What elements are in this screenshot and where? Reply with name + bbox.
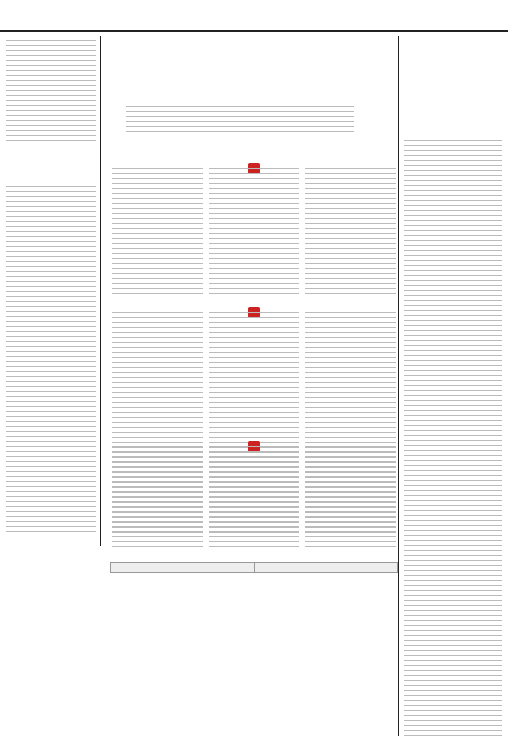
- section-1-text: [112, 168, 396, 298]
- right-column-rule: [398, 36, 399, 736]
- masthead: [0, 0, 508, 32]
- left-sidebar-text-top: [6, 40, 96, 145]
- left-sidebar-text: [6, 186, 96, 536]
- table-header: [111, 563, 255, 573]
- measures-table: [110, 562, 398, 573]
- right-sidebar-text: [404, 140, 502, 740]
- left-column-rule: [100, 36, 101, 546]
- section-3-text: [112, 446, 396, 551]
- decline-bar-chart: [6, 565, 106, 740]
- lead-paragraph: [126, 106, 354, 136]
- table-header: [254, 563, 398, 573]
